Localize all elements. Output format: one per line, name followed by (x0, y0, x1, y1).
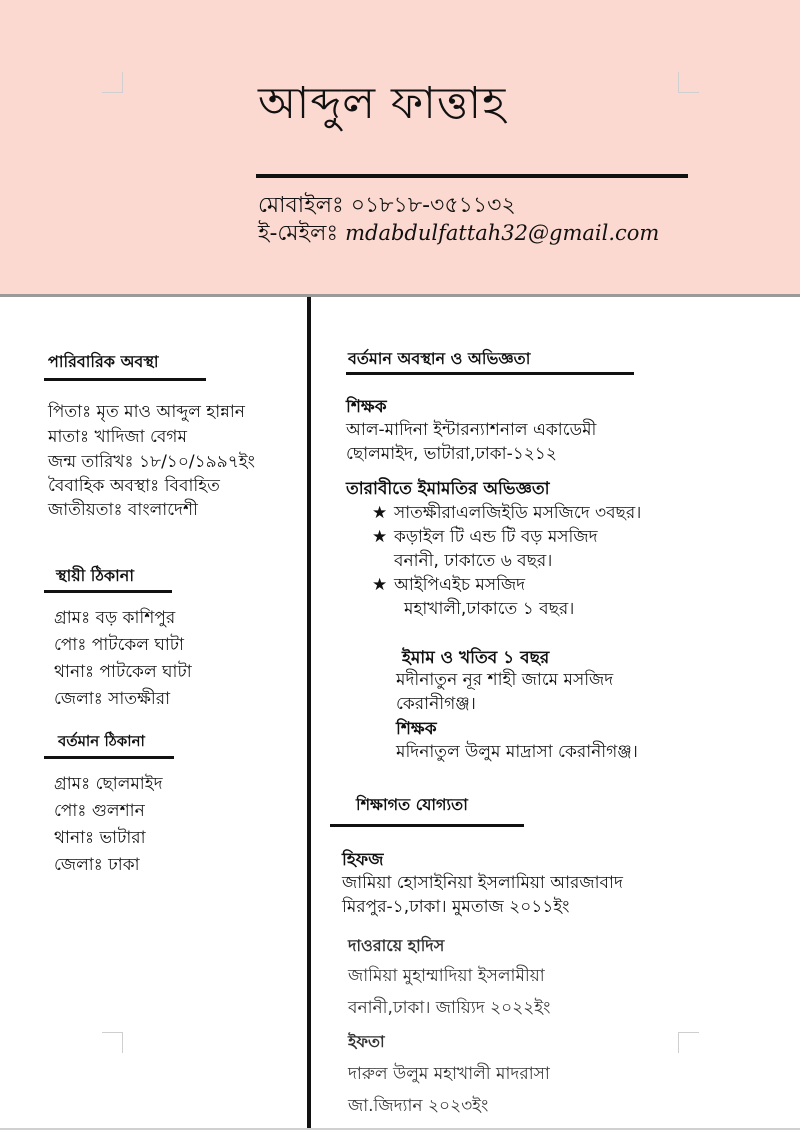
name-underline (256, 174, 688, 178)
email-label: ই-মেইলঃ (258, 221, 339, 246)
nationality-line: জাতীয়তাঃ বাংলাদেশী (48, 500, 198, 520)
ifta-result: জা.জিদ্যান ২০২৩ইং (348, 1096, 489, 1116)
star-bullet-icon: ★ (372, 575, 388, 595)
teacher-role-title: শিক্ষক (346, 397, 387, 417)
hifz-location-result: মিরপুর-১,ঢাকা। মুমতাজ ২০১১ইং (342, 897, 570, 917)
dawra-location-result: বনানী,ঢাকা। জায়্যিদ ২০২২ইং (348, 998, 551, 1018)
birthdate-line: জন্ম তারিখঃ ১৮/১০/১৯৯৭ইং (48, 452, 255, 472)
experience-section-rule (346, 372, 634, 375)
madrasa-name: মদিনাতুল উলুম মাদ্রাসা কেরানীগঞ্জ। (396, 742, 638, 762)
present-village: গ্রামঃ ছোলমাইদ (54, 774, 163, 794)
header-divider (0, 294, 800, 297)
ifta-institution: দারুল উলুম মহাখালী মাদরাসা (348, 1064, 550, 1084)
academy-address: ছোলমাইদ, ভাটারা,ঢাকা-১২১২ (346, 444, 557, 464)
education-section-title: শিক্ষাগত যোগ্যতা (356, 795, 468, 814)
marital-status-line: বৈবাহিক অবস্থাঃ বিবাহিত (48, 476, 220, 496)
hifz-institution: জামিয়া হোসাইনিয়া ইসলামিয়া আরজাবাদ (342, 873, 623, 893)
taraweeh-item-text: সাতক্ষীরাএলজিইডি মসজিদে ৩বছর। (394, 503, 642, 523)
taraweeh-item-cont: মহাখালী,ঢাকাতে ১ বছর। (404, 599, 575, 619)
present-thana: থানাঃ ভাটারা (54, 828, 146, 848)
imam-mosque-location: কেরানীগঞ্জ। (396, 694, 476, 714)
present-address-title: বর্তমান ঠিকানা (58, 732, 145, 750)
permanent-thana: থানাঃ পাটকেল ঘাটা (54, 662, 192, 682)
education-section-rule (330, 824, 524, 827)
email-address: mdabdulfattah32@gmail.com (345, 221, 660, 245)
present-address-rule (44, 756, 174, 759)
candidate-name: আব্দুল ফাত্তাহ (258, 78, 507, 129)
mobile-number: মোবাইলঃ ০১৮১৮-৩৫১১৩২ (258, 193, 516, 218)
column-divider (307, 297, 311, 1129)
star-bullet-icon: ★ (372, 527, 388, 547)
imam-khatib-title: ইমাম ও খতিব ১ বছর (402, 648, 550, 668)
email-line (258, 216, 659, 253)
ifta-title: ইফতা (348, 1032, 385, 1051)
crop-mark-bottom-right (678, 1032, 699, 1053)
present-district: জেলাঃ ঢাকা (54, 855, 140, 875)
academy-name: আল-মাদিনা ইন্টারন্যাশনাল একাডেমী (346, 420, 597, 440)
crop-mark-top-left (102, 72, 123, 93)
family-section-title: পারিবারিক অবস্থা (48, 352, 159, 371)
permanent-address-title: স্থায়ী ঠিকানা (56, 566, 134, 585)
experience-section-title: বর্তমান অবস্থান ও অভিজ্ঞতা (348, 349, 531, 368)
family-section-rule (44, 378, 206, 381)
crop-mark-bottom-left (102, 1032, 123, 1053)
permanent-post: পোঃ পাটকেল ঘাটা (54, 635, 184, 655)
taraweeh-item-text: আইপিএইচ মসজিদ (394, 575, 526, 595)
page-bottom-edge (0, 1128, 800, 1130)
permanent-address-rule (44, 590, 172, 593)
dawra-institution: জামিয়া মুহাম্মাদিয়া ইসলামীয়া (348, 966, 545, 986)
father-line: পিতাঃ মৃত মাও আব্দুল হান্নান (48, 402, 245, 422)
taraweeh-item-cont: বনানী, ঢাকাতে ৬ বছর। (394, 551, 553, 571)
dawra-title: দাওরায়ে হাদিস (348, 936, 445, 955)
mother-line: মাতাঃ খাদিজা বেগম (48, 427, 187, 447)
taraweeh-title: তারাবীতে ইমামতির অভিজ্ঞতা (346, 479, 550, 499)
taraweeh-item-text: কড়াইল টি এন্ড টি বড় মসজিদ (394, 527, 598, 547)
teacher-role-title-2: শিক্ষক (396, 719, 437, 739)
star-bullet-icon: ★ (372, 503, 388, 523)
imam-mosque-name: মদীনাতুন নূর শাহী জামে মসজিদ (396, 670, 614, 690)
present-post: পোঃ গুলশান (54, 801, 145, 821)
permanent-village: গ্রামঃ বড় কাশিপুর (54, 608, 176, 628)
crop-mark-top-right (678, 72, 699, 93)
hifz-title: হিফজ (342, 850, 384, 870)
permanent-district: জেলাঃ সাতক্ষীরা (54, 689, 171, 709)
